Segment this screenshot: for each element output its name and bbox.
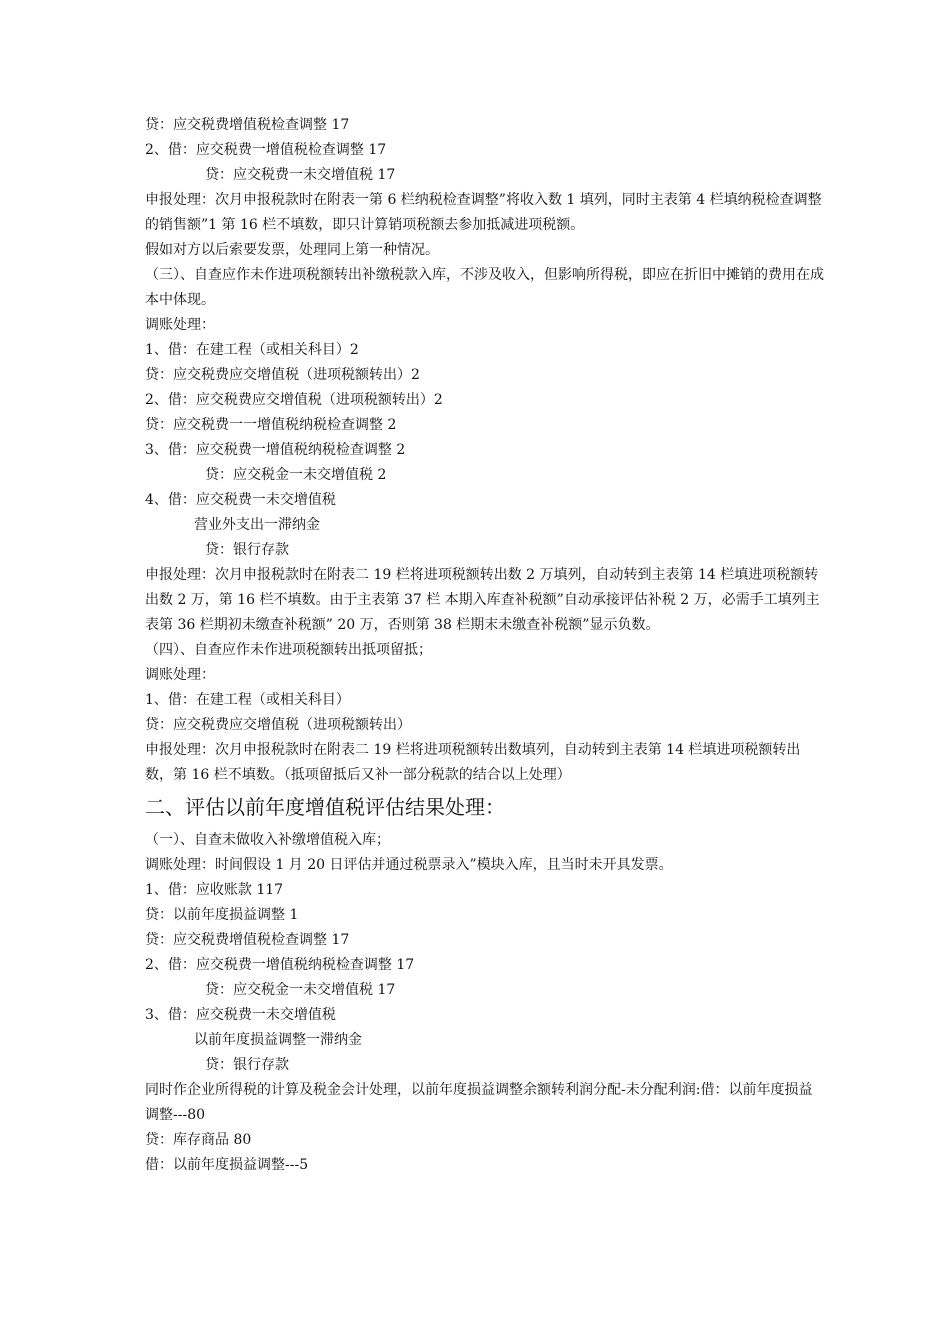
section-heading: 二、评估以前年度增值税评估结果处理：: [145, 795, 505, 819]
document-body: [145, 113, 825, 1178]
text-line: 贷：应交税费增值税检查调整 17: [145, 117, 350, 133]
text-line: 1、借：在建工程（或相关科目）2: [145, 342, 359, 358]
text-line: 贷：银行存款: [205, 542, 289, 558]
text-line: 贷：银行存款: [205, 1057, 289, 1073]
text-paragraph: 同时作企业所得税的计算及税金会计处理，以前年度损益调整余额转利润分配-未分配利润:借：以前年度损益调整---80: [145, 1082, 813, 1123]
text-line: 营业外支出一滞纳金: [194, 517, 320, 533]
text-line: 贷：以前年度损益调整 1: [145, 907, 299, 923]
text-paragraph: 申报处理：次月申报税款时在附表一第 6 栏纳税检查调整”将收入数 1 填列，同时主表第 4 栏填纳税检查调整的销售额”1 第 16 栏不填数，即只计算销项税额去参加抵减进项税额。: [145, 192, 822, 233]
section-subheading: （一）、自查未做收入补缴增值税入库；: [145, 832, 390, 848]
section-subheading: （四）、自查应作未作进项税额转出抵项留抵；: [145, 642, 432, 658]
text-line: 调账处理：: [145, 317, 215, 333]
text-line: 调账处理：: [145, 667, 215, 683]
text-line: 2、借：应交税费应交增值税（进项税额转出）2: [145, 392, 443, 408]
text-line: 2、借：应交税费一增值税检查调整 17: [145, 142, 387, 158]
text-line: 贷：应交税费增值税检查调整 17: [145, 932, 350, 948]
text-line: 4、借：应交税费一未交增值税: [145, 492, 336, 508]
text-line: 假如对方以后索要发票，处理同上第一种情况。: [145, 242, 439, 258]
text-line: 借：以前年度损益调整---5: [145, 1157, 309, 1173]
text-line: 调账处理：时间假设 1 月 20 日评估并通过税票录入”模块入库，且当时未开具发票。: [145, 857, 673, 873]
text-line: 贷：应交税费应交增值税（进项税额转出）2: [145, 367, 420, 383]
text-line: 3、借：应交税费一未交增值税: [145, 1007, 336, 1023]
text-paragraph: 申报处理：次月申报税款时在附表二 19 栏将进项税额转出数填列，自动转到主表第 14 栏填进项税额转出数，第 16 栏不填数。（抵项留抵后又补一部分税款的结合以上处理）: [145, 742, 801, 783]
text-line: 贷：应交税金一未交增值税 2: [205, 467, 387, 483]
text-line: 以前年度损益调整一滞纳金: [194, 1032, 362, 1048]
text-line: 贷：应交税费应交增值税（进项税额转出）: [145, 717, 411, 733]
text-line: 1、借：应收账款 117: [145, 882, 284, 898]
text-line: 3、借：应交税费一增值税纳税检查调整 2: [145, 442, 406, 458]
text-line: 1、借：在建工程（或相关科目）: [145, 692, 350, 708]
text-line: 2、借：应交税费一增值税纳税检查调整 17: [145, 957, 415, 973]
text-paragraph: 申报处理：次月申报税款时在附表二 19 栏将进项税额转出数 2 万填列，自动转到主表第 14 栏填进项税额转出数 2 万，第 16 栏不填数。由于主表第 37 栏 本期入库查补税额”自动承接评估补税 2 万，必需手工填列主表第 36 栏期初未缴查补税额” 20 万，否则第 38 栏期末未缴查补税额”显示负数。: [145, 567, 820, 633]
text-line: 贷：应交税金一未交增值税 17: [205, 982, 396, 998]
text-line: 贷：库存商品 80: [145, 1132, 252, 1148]
section-subheading: （三）、自查应作未作进项税额转出补缴税款入库，不涉及收入，但影响所得税，即应在折旧中摊销的费用在成本中体现。: [145, 267, 824, 308]
text-line: 贷：应交税费一一增值税纳税检查调整 2: [145, 417, 397, 433]
text-line: 贷：应交税费一未交增值税 17: [205, 167, 396, 183]
